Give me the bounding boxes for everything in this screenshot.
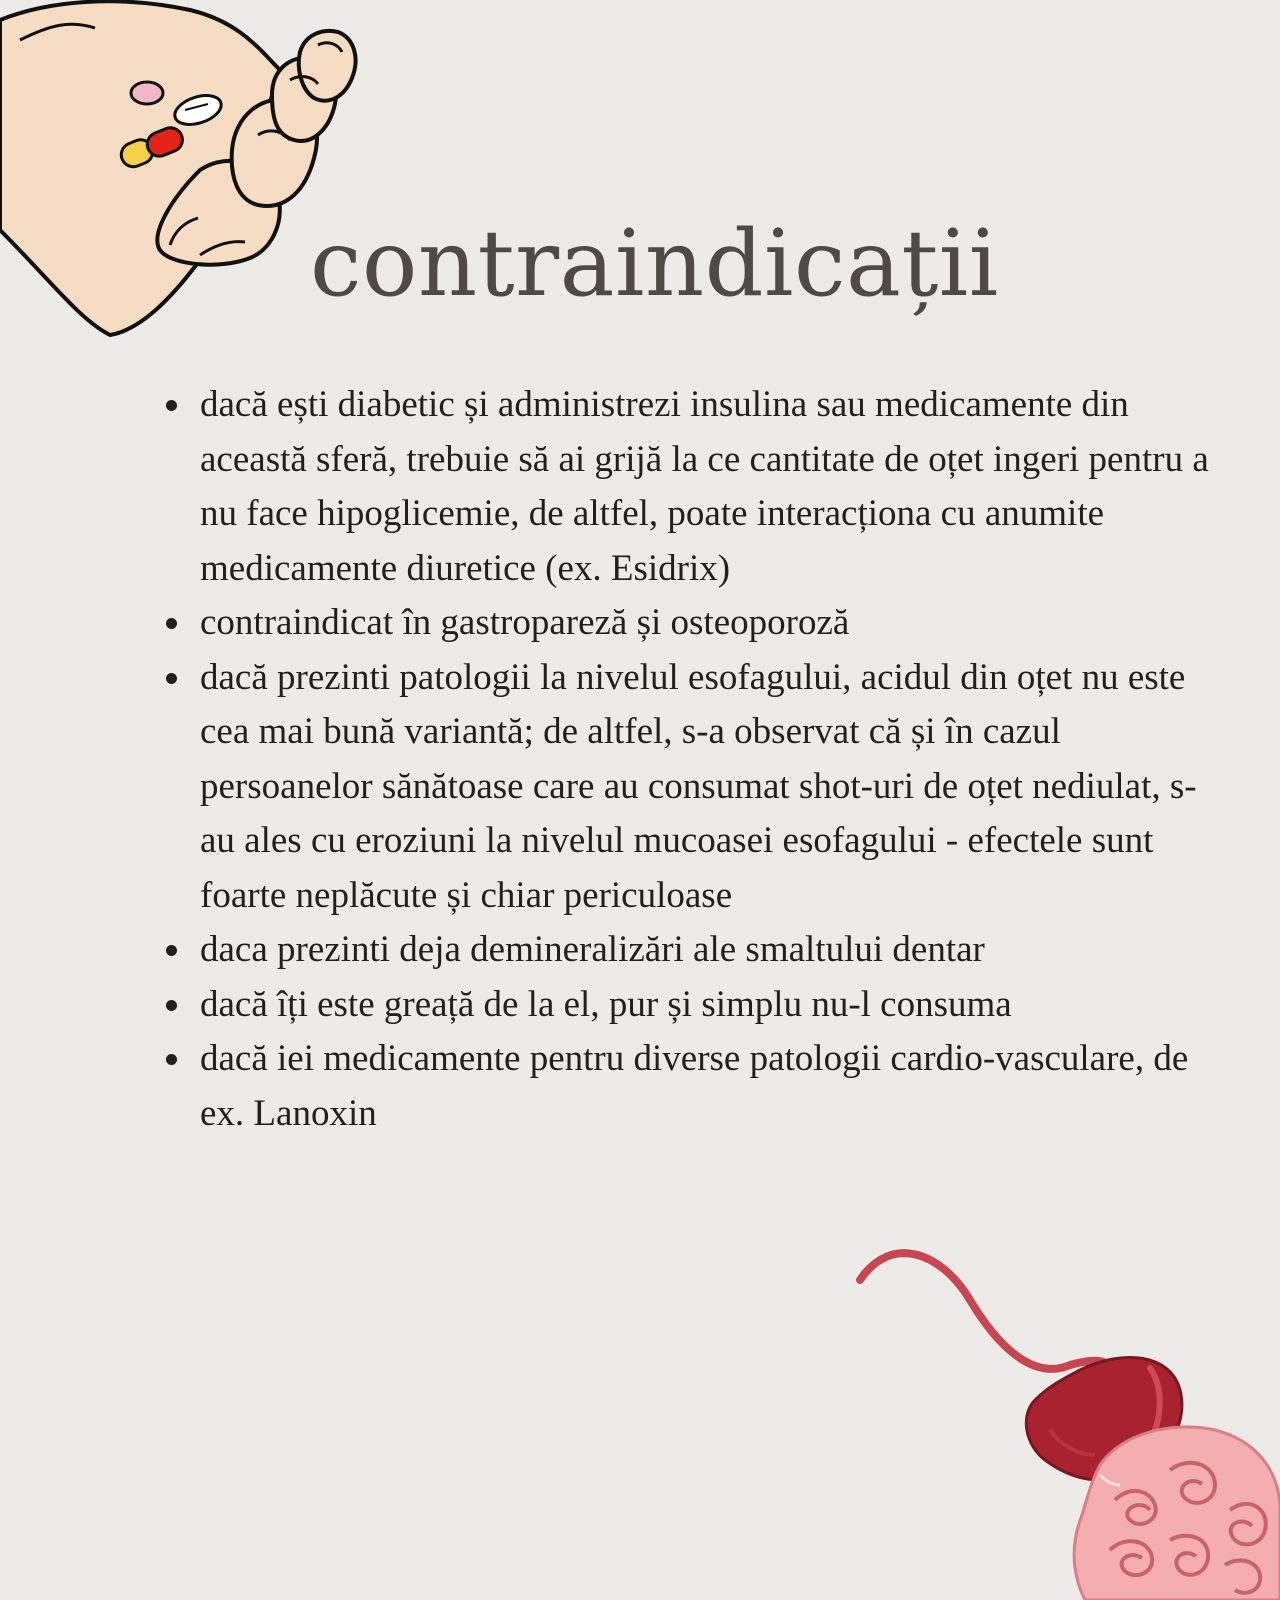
bullet-dot: [166, 945, 177, 956]
bullet-dot: [166, 618, 177, 629]
esophagus-stomach-intestines-illustration: [850, 1240, 1280, 1600]
bullet-dot: [166, 1054, 177, 1065]
bullet-dot: [166, 1000, 177, 1011]
list-item: [200, 651, 1210, 924]
list-item: [200, 923, 1210, 978]
list-item-text: contraindicat în gastropareză și osteoporoză: [200, 602, 850, 643]
list-item: [200, 978, 1210, 1033]
list-item-text: dacă ești diabetic și administrezi insulina sau medicamente din această sferă, trebuie să ai grijă la ce cantitate de oțet ingeri pentru a nu face hipoglicemie, de altfel, poate interacționa cu anumite medicamente diuretice (ex. Esidrix): [200, 384, 1209, 589]
list-item: [200, 1032, 1210, 1141]
bullet-dot: [166, 400, 177, 411]
list-item-text: dacă prezinti patologii la nivelul esofagului, acidul din oțet nu este cea mai bună variantă; de altfel, s-a observat că și în cazul persoanelor sănătoase care au consumat shot-uri de oțet nediulat, s-au ales cu eroziuni la nivelul mucoasei esofagului - efectele sunt foarte neplăcute și chiar periculoase: [200, 656, 1197, 916]
list-item-text: dacă îți este greață de la el, pur și simplu nu-l consuma: [200, 983, 1012, 1025]
bullet-dot: [166, 673, 177, 684]
page-title: contraindicații: [310, 210, 999, 317]
list-item: [200, 596, 1210, 651]
contraindications-list: [160, 378, 1210, 1141]
list-item-text: dacă iei medicamente pentru diverse patologii cardio-vasculare, de ex. Lanoxin: [200, 1038, 1189, 1134]
list-item-text: daca prezinti deja demineralizări ale smaltului dentar: [200, 929, 985, 970]
list-item: [200, 378, 1210, 596]
